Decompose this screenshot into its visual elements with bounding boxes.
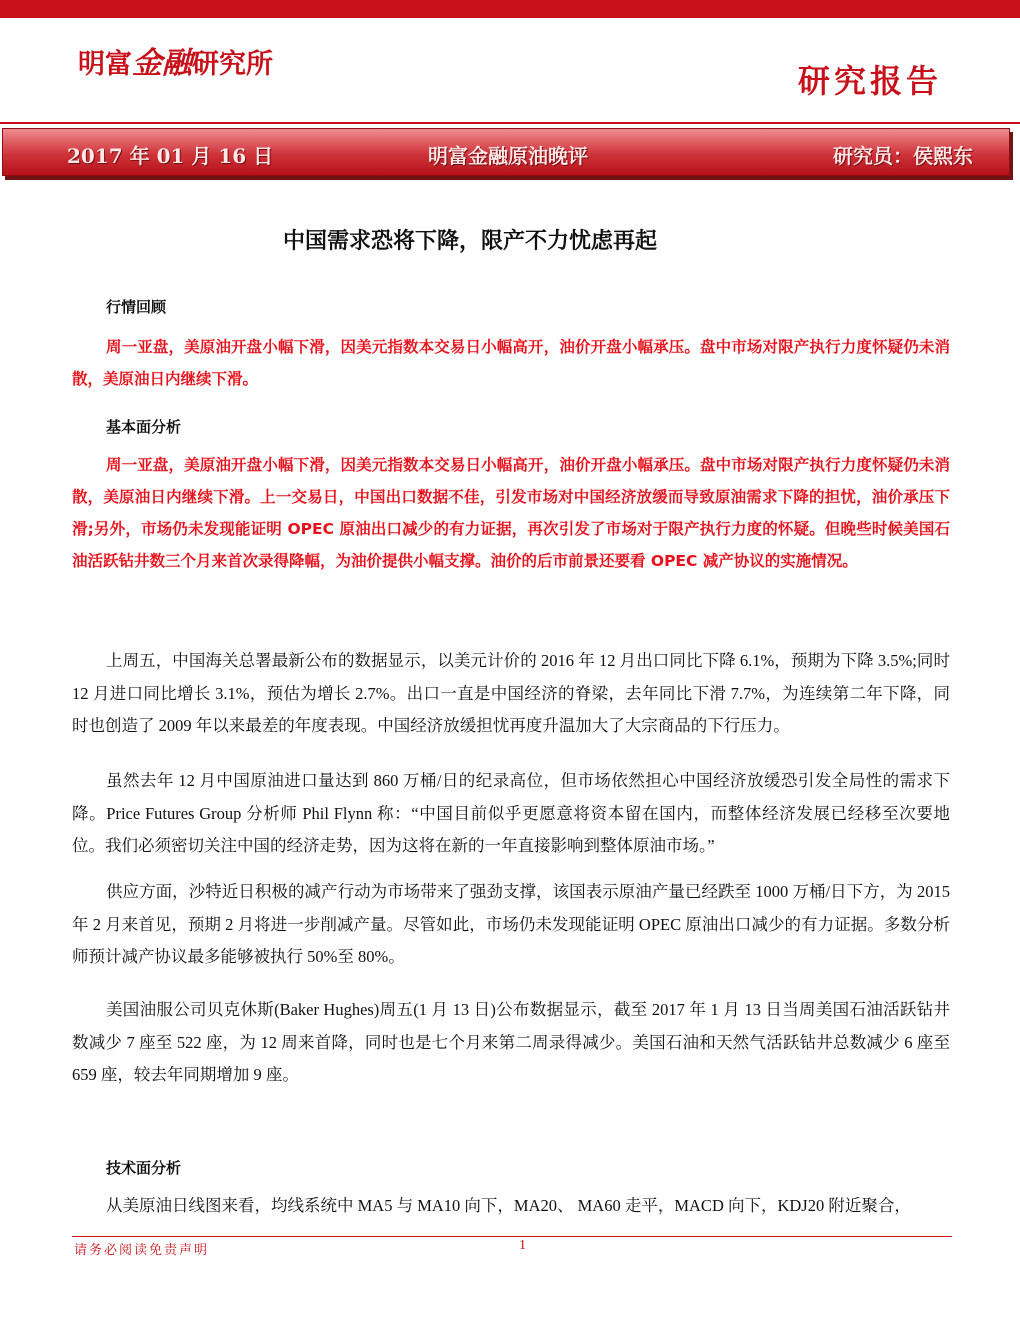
fundamental-summary-paragraph: 周一亚盘，美原油开盘小幅下滑，因美元指数本交易日小幅高开，油价开盘小幅承压。盘中市场对限产执行力度怀疑仍未消散，美原油日内继续下滑。上一交易日，中国出口数据不佳，引发市场对中国经济放缓而导致原油需求下降的担忧，油价承压下滑;另外，市场仍未发现能证明 OPEC 原油出口减少的有力证据，再次引发了市场对于限产执行力度的怀疑。但晚些时候美国石油活跃钻井数三个月来首次录得降幅，为油价提供小幅支撑。油价的后市前景还要看 OPEC 减产协议的实施情况。 (72, 456, 950, 570)
section-title-fundamental: 基本面分析 (106, 418, 182, 436)
body-paragraph-imports: 虽然去年 12 月中国原油进口量达到 860 万桶/日的纪录高位，但市场依然担心中国经济放缓恐引发全局性的需求下降。Price Futures Group 分析师 Phil Flynn 称：“中国目前似乎更愿意将资本留在国内，而整体经济发展已经移至次要地位。我们必须密切关注中国的经济走势，因为这将在新的一年直接影响到整体原油市场。” (72, 771, 950, 855)
body-paragraph-rig-count: 美国油服公司贝克休斯(Baker Hughes)周五(1 月 13 日)公布数据显示，截至 2017 年 1 月 13 日当周美国石油活跃钻井数减少 7 座至 522 座，为 12 周来首降，同时也是七个月来第二周录得减少。美国石油和天然气活跃钻井总数减少 6 座至 659 座，较去年同期增加 9 座。 (72, 1000, 950, 1084)
body-paragraph-exports: 上周五，中国海关总署最新公布的数据显示，以美元计价的 2016 年 12 月出口同比下降 6.1%，预期为下降 3.5%;同时 12 月进口同比增长 3.1%，预估为增长 2.7%。出口一直是中国经济的脊梁，去年同比下滑 7.7%，为连续第二年下降，同时也创造了 2009 年以来最差的年度表现。中国经济放缓担忧再度升温加大了大宗商品的下行压力。 (72, 651, 950, 735)
section-title-review: 行情回顾 (106, 298, 167, 316)
article-headline: 中国需求恐将下降，限产不力忧虑再起 (282, 229, 657, 254)
footer-divider (72, 1236, 952, 1237)
logo-text-part2: 金融 (132, 46, 192, 81)
review-paragraph: 周一亚盘，美原油开盘小幅下滑，因美元指数本交易日小幅高开，油价开盘小幅承压。盘中市场对限产执行力度怀疑仍未消散，美原油日内继续下滑。 (72, 338, 950, 388)
header-divider (0, 122, 1020, 124)
logo-text-part3: 研究所 (192, 49, 273, 80)
section-title-technical: 技术面分析 (106, 1159, 182, 1177)
report-info-banner (2, 128, 1010, 176)
body-paragraph-supply: 供应方面，沙特近日积极的减产行动为市场带来了强劲支撑，该国表示原油产量已经跌至 1000 万桶/日下方，为 2015 年 2 月来首见，预期 2 月将进一步削减产量。尽管如此，市场仍未发现能证明 OPEC 原油出口减少的有力证据。多数分析师预计减产协议最多能够被执行 50%至 80%。 (72, 882, 950, 966)
analyst-name: 研究员：侯熙东 (833, 144, 973, 168)
report-series-title: 明富金融原油晚评 (428, 144, 588, 168)
top-red-bar (0, 0, 1020, 18)
report-date: 2017 年 01 月 16 日 (67, 144, 274, 168)
page-number: 1 (519, 1238, 526, 1253)
disclaimer-link[interactable]: 请务必阅读免责声明 (74, 1243, 210, 1258)
technical-paragraph: 从美原油日线图来看，均线系统中 MA5 与 MA10 向下，MA20、 MA60 走平，MACD 向下，KDJ20 附近聚合， (106, 1196, 911, 1215)
report-type-label: 研究报告 (797, 62, 942, 100)
company-logo (78, 38, 273, 82)
logo-text-part1: 明富 (78, 49, 132, 80)
